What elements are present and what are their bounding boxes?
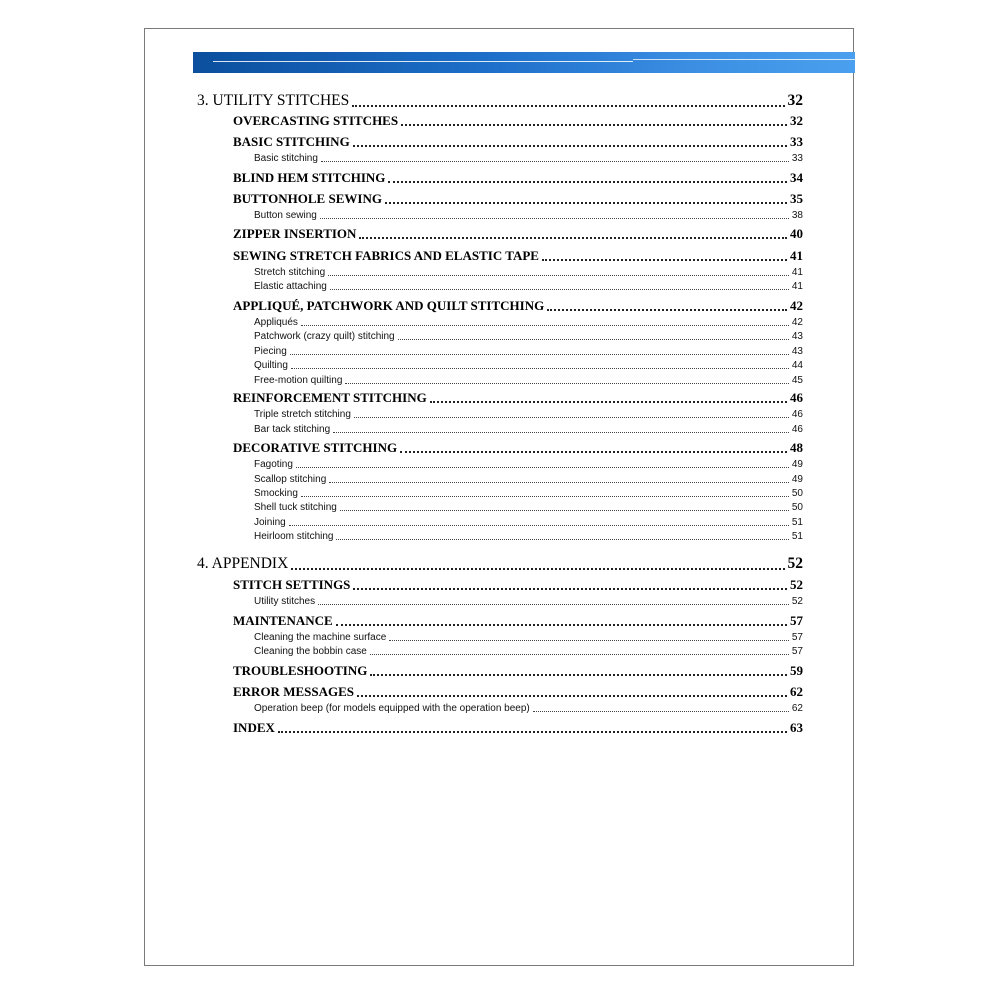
entry-page-number: 41 bbox=[791, 281, 803, 292]
entry-page-number: 42 bbox=[790, 298, 803, 313]
leader-dots bbox=[389, 640, 789, 641]
entry-page-number: 45 bbox=[791, 375, 803, 386]
leader-dots bbox=[401, 124, 787, 126]
entry-page-number: 57 bbox=[791, 632, 803, 643]
entry-title: 3. UTILITY STITCHES bbox=[197, 92, 350, 109]
toc-item[interactable] bbox=[254, 357, 803, 371]
leader-dots bbox=[296, 467, 789, 468]
entry-title: REINFORCEMENT STITCHING bbox=[233, 390, 427, 405]
toc-item[interactable] bbox=[254, 629, 803, 643]
entry-title: SEWING STRETCH FABRICS AND ELASTIC TAPE bbox=[233, 248, 539, 263]
entry-page-number: 52 bbox=[791, 596, 803, 607]
toc-item[interactable] bbox=[254, 150, 803, 164]
entry-title: OVERCASTING STITCHES bbox=[233, 113, 399, 128]
entry-title: Operation beep (for models equipped with the operation beep) bbox=[254, 703, 530, 714]
leader-dots bbox=[301, 325, 789, 326]
leader-dots bbox=[291, 368, 789, 369]
entry-title: BASIC STITCHING bbox=[233, 134, 350, 149]
leader-dots bbox=[328, 275, 789, 276]
toc-section[interactable] bbox=[233, 246, 803, 264]
toc-section[interactable] bbox=[233, 132, 803, 150]
entry-title: Cleaning the bobbin case bbox=[254, 646, 367, 657]
entry-title: Utility stitches bbox=[254, 596, 316, 607]
entry-page-number: 57 bbox=[790, 613, 803, 628]
leader-dots bbox=[290, 354, 789, 355]
entry-page-number: 52 bbox=[787, 555, 803, 572]
entry-title: DECORATIVE STITCHING bbox=[233, 440, 398, 455]
toc-section[interactable] bbox=[233, 438, 803, 456]
toc-section[interactable] bbox=[233, 168, 803, 186]
leader-dots bbox=[340, 510, 789, 511]
toc-item[interactable] bbox=[254, 700, 803, 714]
entry-page-number: 32 bbox=[787, 92, 803, 109]
leader-dots bbox=[321, 161, 789, 162]
toc-item[interactable] bbox=[254, 207, 803, 221]
entry-title: Basic stitching bbox=[254, 153, 318, 164]
leader-dots bbox=[345, 383, 789, 384]
document-page bbox=[144, 28, 854, 966]
leader-dots bbox=[336, 539, 788, 540]
entry-title: Smocking bbox=[254, 488, 298, 499]
entry-title: Appliqués bbox=[254, 317, 298, 328]
leader-dots bbox=[330, 289, 789, 290]
leader-dots bbox=[370, 654, 789, 655]
toc-section[interactable] bbox=[233, 611, 803, 629]
toc-item[interactable] bbox=[254, 421, 803, 435]
toc-item[interactable] bbox=[254, 485, 803, 499]
table-of-contents bbox=[145, 29, 855, 967]
entry-page-number: 34 bbox=[790, 170, 803, 185]
entry-page-number: 41 bbox=[790, 248, 803, 263]
leader-dots bbox=[357, 695, 787, 697]
entry-title: Scallop stitching bbox=[254, 474, 327, 485]
entry-title: BUTTONHOLE SEWING bbox=[233, 191, 382, 206]
toc-section[interactable] bbox=[233, 111, 803, 129]
entry-title: Heirloom stitching bbox=[254, 531, 334, 542]
leader-dots bbox=[329, 482, 789, 483]
toc-item[interactable] bbox=[254, 528, 803, 542]
entry-title: ERROR MESSAGES bbox=[233, 684, 354, 699]
entry-page-number: 43 bbox=[791, 346, 803, 357]
entry-page-number: 44 bbox=[791, 360, 803, 371]
toc-section[interactable] bbox=[233, 189, 803, 207]
entry-page-number: 42 bbox=[791, 317, 803, 328]
entry-page-number: 38 bbox=[791, 210, 803, 221]
entry-page-number: 62 bbox=[791, 703, 803, 714]
entry-title: BLIND HEM STITCHING bbox=[233, 170, 386, 185]
entry-title: Stretch stitching bbox=[254, 267, 326, 278]
leader-dots bbox=[318, 604, 789, 605]
toc-item[interactable] bbox=[254, 328, 803, 342]
toc-item[interactable] bbox=[254, 278, 803, 292]
entry-page-number: 49 bbox=[791, 474, 803, 485]
leader-dots bbox=[333, 432, 789, 433]
entry-title: Patchwork (crazy quilt) stitching bbox=[254, 331, 395, 342]
leader-dots bbox=[301, 496, 789, 497]
toc-item[interactable] bbox=[254, 406, 803, 420]
leader-dots bbox=[278, 731, 787, 733]
entry-title: Free-motion quilting bbox=[254, 375, 343, 386]
entry-page-number: 35 bbox=[790, 191, 803, 206]
leader-dots bbox=[336, 624, 787, 626]
leader-dots bbox=[398, 339, 789, 340]
leader-dots bbox=[542, 259, 787, 261]
entry-title: INDEX bbox=[233, 720, 275, 735]
toc-section[interactable] bbox=[233, 575, 803, 593]
entry-title: Triple stretch stitching bbox=[254, 409, 351, 420]
toc-item[interactable] bbox=[254, 499, 803, 513]
toc-item[interactable] bbox=[254, 456, 803, 470]
entry-title: Joining bbox=[254, 517, 286, 528]
entry-page-number: 50 bbox=[791, 488, 803, 499]
entry-page-number: 48 bbox=[790, 440, 803, 455]
entry-page-number: 52 bbox=[790, 577, 803, 592]
leader-dots bbox=[289, 525, 789, 526]
entry-title: Fagoting bbox=[254, 459, 293, 470]
entry-page-number: 62 bbox=[790, 684, 803, 699]
entry-title: Bar tack stitching bbox=[254, 424, 331, 435]
entry-title: Elastic attaching bbox=[254, 281, 327, 292]
leader-dots bbox=[430, 401, 787, 403]
toc-item[interactable] bbox=[254, 372, 803, 386]
leader-dots bbox=[547, 309, 787, 311]
entry-title: APPLIQUÉ, PATCHWORK AND QUILT STITCHING bbox=[233, 298, 545, 313]
entry-title: Cleaning the machine surface bbox=[254, 632, 387, 643]
entry-title: Piecing bbox=[254, 346, 287, 357]
toc-section[interactable] bbox=[233, 718, 803, 736]
toc-section[interactable] bbox=[233, 296, 803, 314]
leader-dots bbox=[400, 451, 787, 453]
toc-section[interactable] bbox=[233, 682, 803, 700]
leader-dots bbox=[353, 588, 787, 590]
leader-dots bbox=[353, 145, 787, 147]
toc-item[interactable] bbox=[254, 593, 803, 607]
leader-dots bbox=[291, 568, 784, 570]
toc-item[interactable] bbox=[254, 643, 803, 657]
toc-chapter[interactable] bbox=[197, 88, 803, 110]
entry-page-number: 40 bbox=[790, 226, 803, 241]
entry-title: ZIPPER INSERTION bbox=[233, 226, 357, 241]
toc-item[interactable] bbox=[254, 471, 803, 485]
entry-title: TROUBLESHOOTING bbox=[233, 663, 368, 678]
entry-title: MAINTENANCE bbox=[233, 613, 333, 628]
toc-item[interactable] bbox=[254, 314, 803, 328]
entry-page-number: 57 bbox=[791, 646, 803, 657]
entry-page-number: 32 bbox=[790, 113, 803, 128]
leader-dots bbox=[354, 417, 789, 418]
leader-dots bbox=[359, 237, 787, 239]
leader-dots bbox=[352, 105, 784, 107]
leader-dots bbox=[388, 181, 787, 183]
toc-section[interactable] bbox=[233, 661, 803, 679]
entry-title: 4. APPENDIX bbox=[197, 555, 289, 572]
entry-page-number: 33 bbox=[791, 153, 803, 164]
entry-title: Button sewing bbox=[254, 210, 317, 221]
entry-page-number: 46 bbox=[790, 390, 803, 405]
toc-item[interactable] bbox=[254, 264, 803, 278]
entry-page-number: 46 bbox=[791, 424, 803, 435]
entry-page-number: 51 bbox=[791, 531, 803, 542]
leader-dots bbox=[533, 711, 789, 712]
entry-page-number: 49 bbox=[791, 459, 803, 470]
toc-section[interactable] bbox=[233, 388, 803, 406]
entry-page-number: 33 bbox=[790, 134, 803, 149]
entry-page-number: 59 bbox=[790, 663, 803, 678]
entry-title: Quilting bbox=[254, 360, 288, 371]
entry-page-number: 63 bbox=[790, 720, 803, 735]
toc-item[interactable] bbox=[254, 514, 803, 528]
leader-dots bbox=[320, 218, 789, 219]
toc-section[interactable] bbox=[233, 224, 803, 242]
leader-dots bbox=[370, 674, 787, 676]
toc-item[interactable] bbox=[254, 343, 803, 357]
entry-page-number: 43 bbox=[791, 331, 803, 342]
entry-page-number: 50 bbox=[791, 502, 803, 513]
entry-page-number: 51 bbox=[791, 517, 803, 528]
entry-title: Shell tuck stitching bbox=[254, 502, 337, 513]
toc-chapter[interactable] bbox=[197, 551, 803, 573]
leader-dots bbox=[385, 202, 787, 204]
entry-page-number: 46 bbox=[791, 409, 803, 420]
entry-page-number: 41 bbox=[791, 267, 803, 278]
entry-title: STITCH SETTINGS bbox=[233, 577, 351, 592]
